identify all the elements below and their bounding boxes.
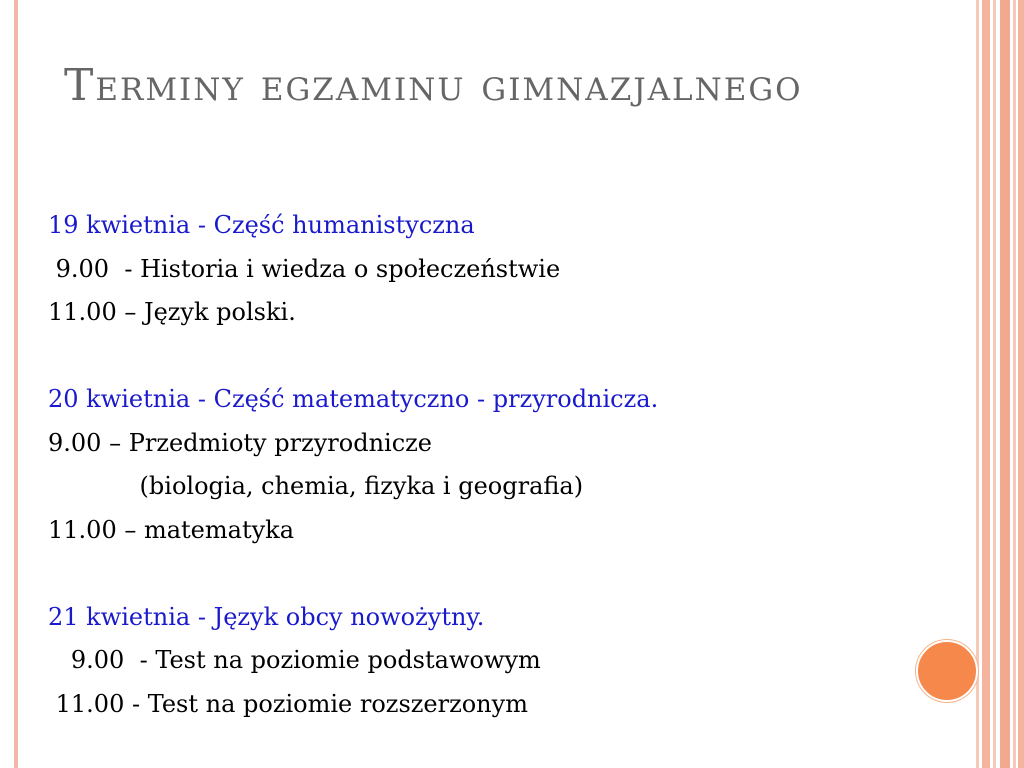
schedule-line: (biologia, chemia, fizyka i geografia) xyxy=(48,472,584,500)
spacer xyxy=(48,552,928,596)
section-heading: 19 kwietnia - Część humanistyczna xyxy=(48,211,475,239)
section-heading: 20 kwietnia - Część matematyczno - przyrodnicza. xyxy=(48,385,659,413)
slide-content xyxy=(48,204,928,726)
left-border-stripe xyxy=(14,0,18,768)
schedule-line: 11.00 - Test na poziomie rozszerzonym xyxy=(48,689,528,718)
schedule-line: 9.00 - Historia i wiedza o społeczeństwie xyxy=(48,254,561,283)
slide-title: Terminy egzaminu gimnazjalnego xyxy=(64,60,803,111)
schedule-line: 9.00 - Test na poziomie podstawowym xyxy=(48,646,541,674)
orange-circle-decoration xyxy=(916,640,978,702)
spacer xyxy=(48,335,928,379)
schedule-line: 9.00 – Przedmioty przyrodnicze xyxy=(48,428,432,457)
section-heading: 21 kwietnia - Język obcy nowożytny. xyxy=(48,602,485,631)
right-border-stripes xyxy=(976,0,1024,768)
schedule-line: 11.00 – matematyka xyxy=(48,515,294,544)
schedule-line: 11.00 – Język polski. xyxy=(48,298,296,326)
